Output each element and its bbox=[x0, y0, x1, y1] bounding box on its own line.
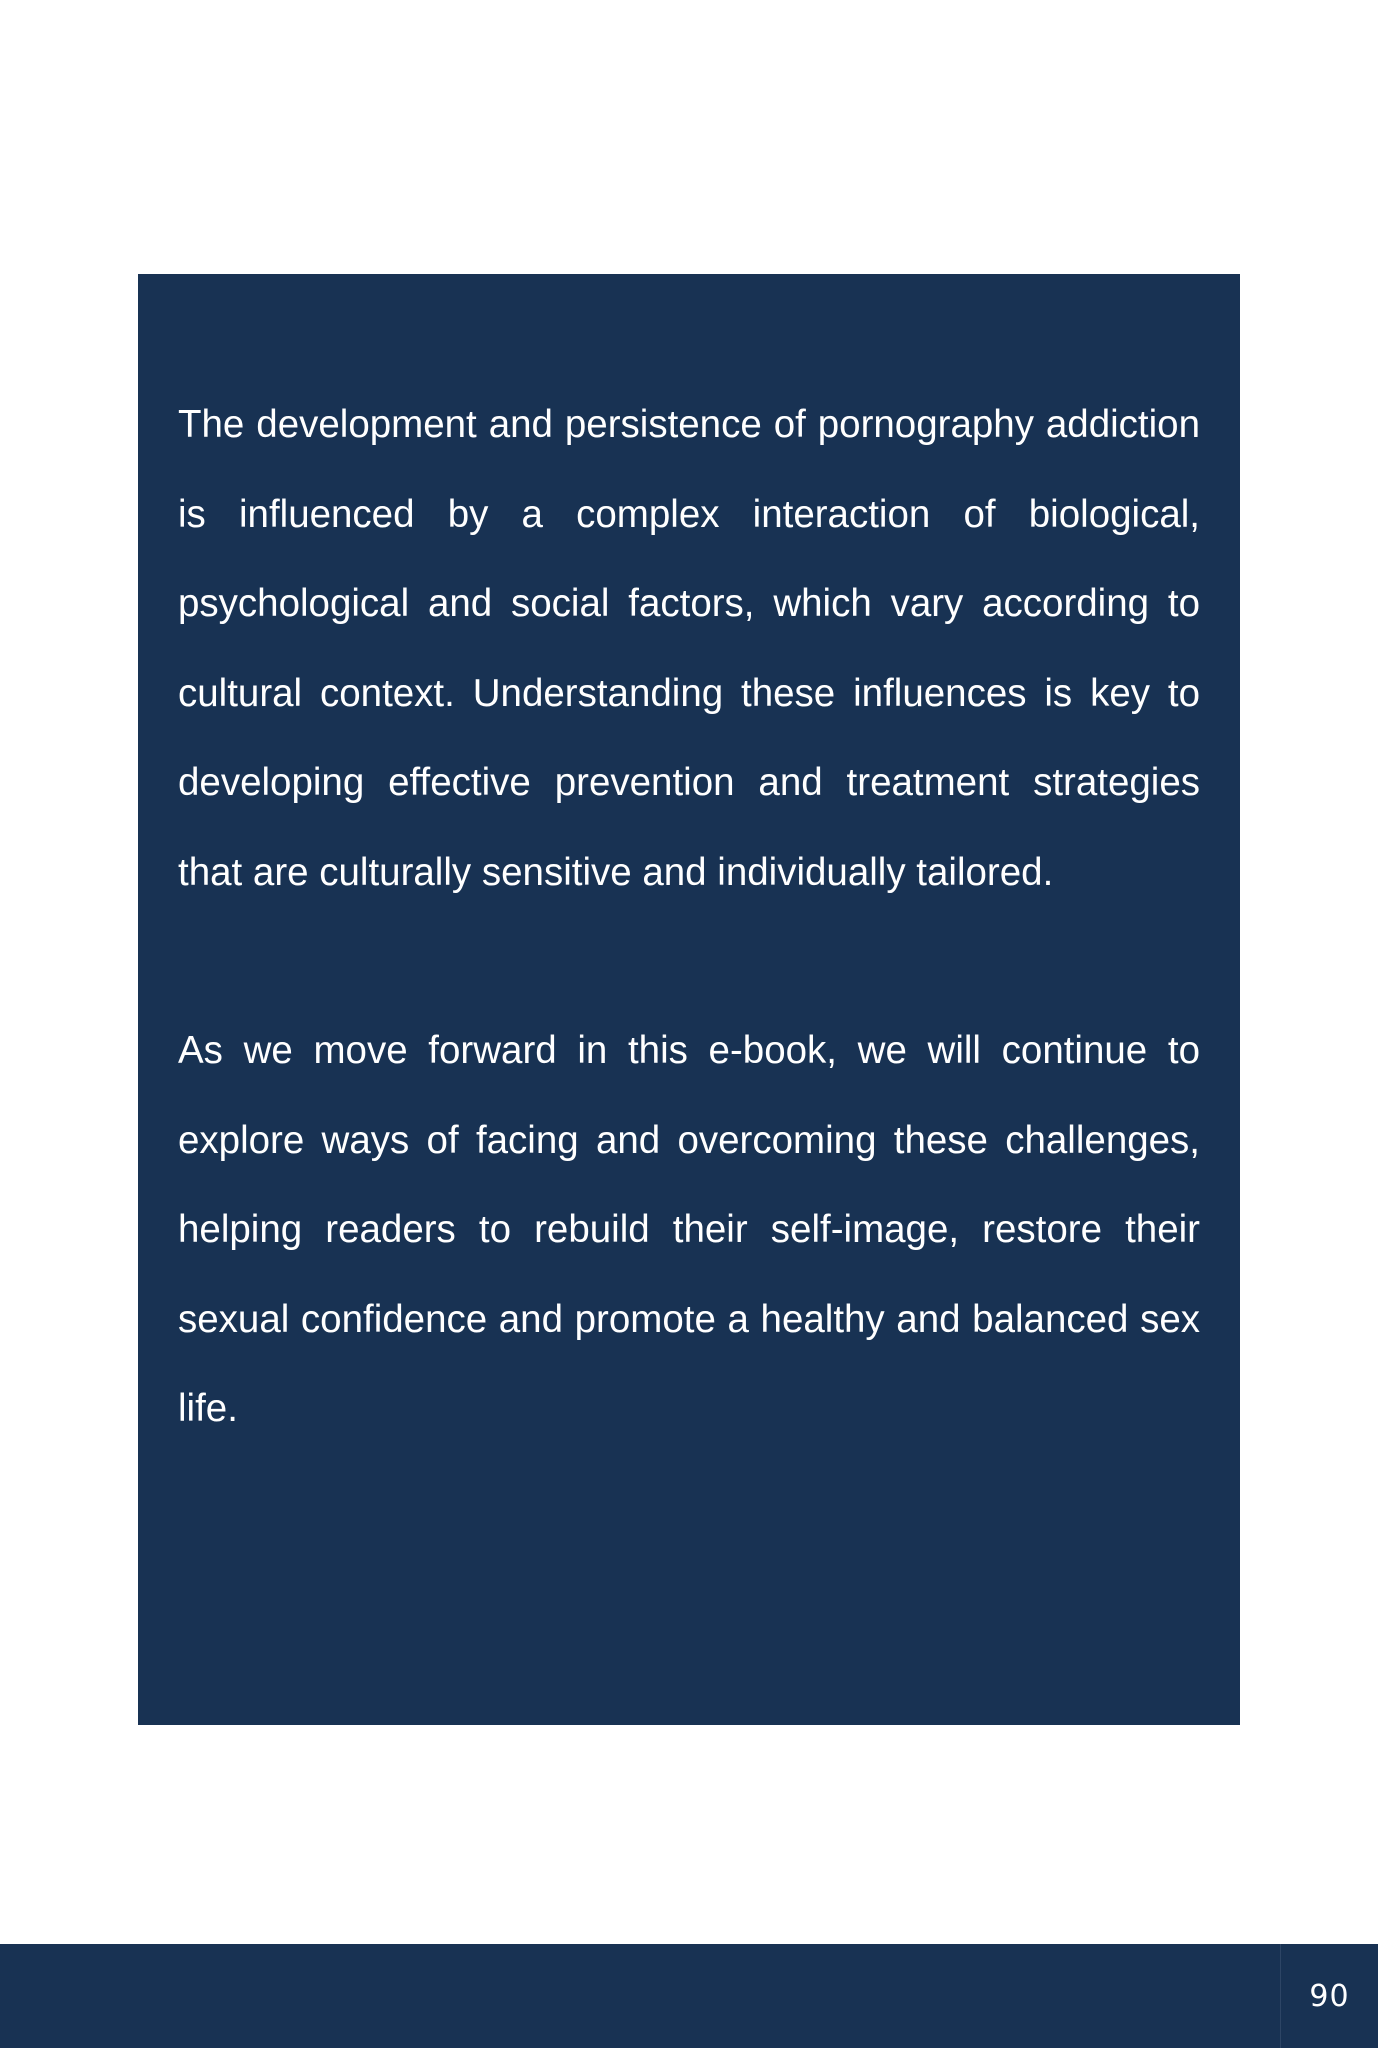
paragraph-1: The development and persistence of pornography addiction is influenced by a complex interaction of biological, psychological and social factors, which vary according to cultural context. Understanding these influences is key to developing effective prevention and treatment strategies that are culturally sensitive and individually tailored. bbox=[178, 403, 1200, 894]
page-number: 90 bbox=[1309, 1978, 1350, 2014]
text-panel bbox=[138, 274, 1240, 1725]
paragraph-2: As we move forward in this e-book, we will continue to explore ways of facing and overcoming these challenges, helping readers to rebuild their self-image, restore their sexual confidence and promote a healthy and balanced sex life. bbox=[178, 1029, 1200, 1430]
page-number-cell bbox=[1280, 1944, 1378, 2048]
footer-bar bbox=[0, 1944, 1378, 2048]
